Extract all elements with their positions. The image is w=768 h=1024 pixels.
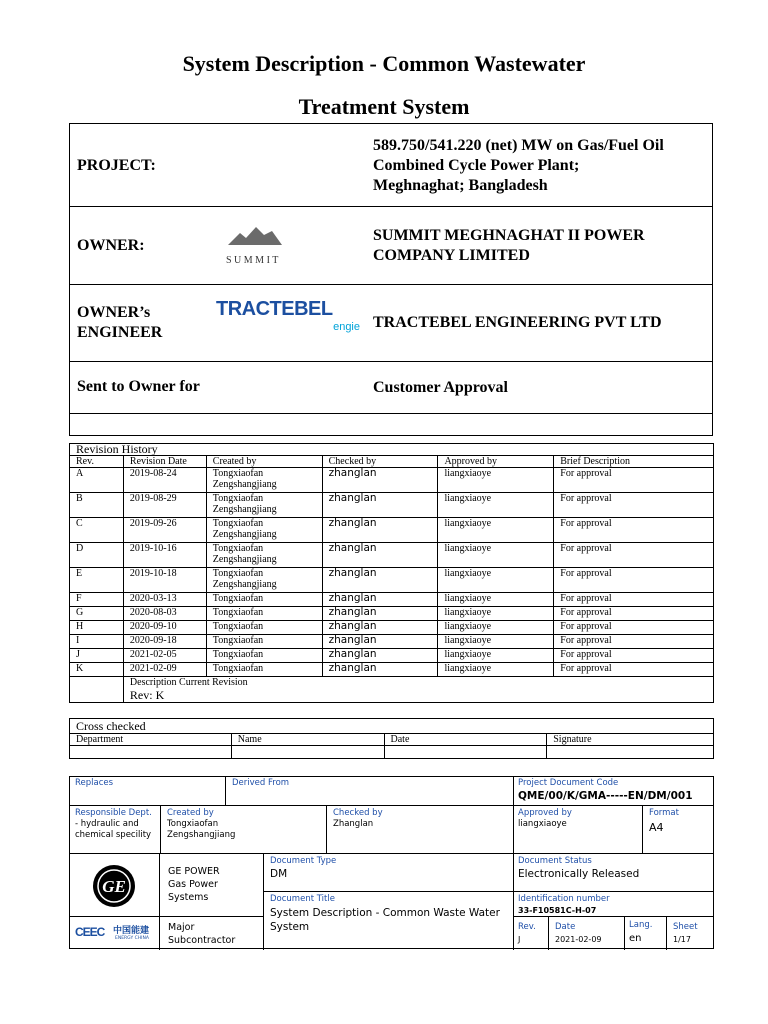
responsible-dept-label: Responsible Dept. — [75, 808, 152, 818]
current-revision-row — [70, 677, 714, 703]
revision-cell: zhanglan — [322, 468, 438, 493]
format-label: Format — [649, 808, 679, 818]
revision-creator: Tongxiaofan — [212, 468, 264, 479]
ceec-logo-cell — [69, 916, 159, 950]
summit-logo — [218, 219, 352, 267]
revision-cell: 2019-08-29 — [123, 493, 206, 518]
ceec-logo-icon: CEEC — [75, 925, 105, 939]
ceec-english-name: ENERGY CHINA — [115, 936, 149, 941]
document-status-cell — [513, 853, 714, 891]
project-code-label: Project Document Code — [518, 778, 619, 788]
revision-cell: For approval — [554, 493, 714, 518]
revision-cell: 2019-09-26 — [123, 518, 206, 543]
revision-cell — [206, 468, 322, 493]
created-by-line: Tongxiaofan — [167, 819, 219, 829]
revision-history-table — [69, 443, 714, 703]
approved-by-cell — [513, 805, 642, 853]
revision-header-cell: Rev. — [70, 456, 124, 468]
revision-cell: For approval — [554, 593, 714, 607]
revision-row — [70, 635, 714, 649]
revision-cell: 2020-09-10 — [123, 621, 206, 635]
subcontractor-label-line: Major — [168, 922, 195, 933]
document-status-value: Electronically Released — [518, 868, 640, 880]
approved-by-label: Approved by — [518, 808, 572, 818]
document-title-value — [270, 906, 500, 934]
revision-cell: For approval — [554, 468, 714, 493]
rev-cell — [513, 916, 548, 950]
date-label: Date — [555, 922, 576, 932]
revision-creator: Tongxiaofan — [212, 518, 264, 529]
project-code-value: QME/00/K/GMA-----EN/DM/001 — [518, 790, 693, 802]
revision-creator: Zengshangjiang — [212, 554, 277, 565]
revision-cell: J — [70, 649, 124, 663]
document-title-line-1: System Description - Common Wastewater — [182, 51, 586, 76]
date-cell — [548, 916, 624, 950]
project-value-line: 589.750/541.220 (net) MW on Gas/Fuel Oil — [373, 137, 664, 154]
engie-logo-text: engie — [333, 321, 360, 333]
revision-cell: F — [70, 593, 124, 607]
project-label: PROJECT: — [77, 157, 156, 174]
revision-creator: Tongxiaofan — [212, 493, 264, 504]
revision-header-cell: Created by — [206, 456, 322, 468]
revision-creator: Zengshangjiang — [212, 529, 277, 540]
revision-cell: liangxiaoye — [438, 543, 554, 568]
revision-cell: liangxiaoye — [438, 663, 554, 677]
derived-from-cell — [225, 776, 513, 805]
responsible-dept-line: chemical specility — [75, 830, 152, 840]
language-label: Lang. — [629, 920, 653, 930]
cross-header-cell: Name — [231, 734, 384, 746]
revision-creator: Tongxiaofan — [212, 607, 264, 618]
revision-cell — [206, 621, 322, 635]
derived-from-label: Derived From — [232, 778, 290, 788]
revision-header-row — [70, 456, 714, 468]
replaces-cell — [69, 776, 225, 805]
revision-title: Revision History — [70, 444, 714, 456]
revision-row — [70, 493, 714, 518]
revision-cell: For approval — [554, 518, 714, 543]
language-value: en — [629, 933, 642, 944]
format-cell — [642, 805, 714, 853]
revision-header-cell: Revision Date — [123, 456, 206, 468]
sent-value: Customer Approval — [373, 379, 508, 396]
project-code-cell — [513, 776, 714, 805]
revision-cell: liangxiaoye — [438, 593, 554, 607]
title-block — [69, 776, 714, 949]
ge-logo-cell — [69, 853, 159, 916]
engineer-value: TRACTEBEL ENGINEERING PVT LTD — [373, 314, 662, 331]
checked-by-value: Zhanglan — [333, 819, 374, 829]
revision-cell: zhanglan — [322, 593, 438, 607]
tractebel-logo-text: TRACTEBEL — [216, 298, 333, 320]
document-status-label: Document Status — [518, 856, 592, 866]
project-value — [373, 136, 664, 196]
revision-cell: K — [70, 663, 124, 677]
revision-cell: zhanglan — [322, 568, 438, 593]
subcontractor-cell — [159, 916, 263, 950]
rev-value: J — [518, 935, 521, 944]
created-by-line: Zengshangjiang — [167, 830, 236, 840]
approved-by-value: liangxiaoye — [518, 819, 567, 829]
revision-creator: Tongxiaofan — [212, 663, 264, 674]
cross-checked-title: Cross checked — [70, 719, 714, 734]
revision-cell: For approval — [554, 663, 714, 677]
ge-logo-text: GE — [102, 877, 126, 896]
revision-cell: zhanglan — [322, 649, 438, 663]
revision-cell: zhanglan — [322, 635, 438, 649]
current-revision-label: Description Current Revision — [129, 677, 248, 688]
project-value-line: Combined Cycle Power Plant; — [373, 157, 580, 174]
language-cell — [624, 916, 666, 950]
revision-cell: For approval — [554, 568, 714, 593]
document-title-line-2: Treatment System — [298, 94, 470, 119]
project-info-block — [69, 123, 713, 436]
revision-cell — [206, 593, 322, 607]
revision-cell — [206, 607, 322, 621]
document-title-value-line: System Description - Common Waste Water — [270, 907, 500, 919]
date-value: 2021-02-09 — [555, 935, 602, 944]
revision-cell: liangxiaoye — [438, 621, 554, 635]
project-value-line: Meghnaghat; Bangladesh — [373, 177, 548, 194]
revision-cell: zhanglan — [322, 621, 438, 635]
project-row — [70, 124, 712, 207]
document-title-value-line: System — [270, 921, 310, 933]
responsible-dept-line: - hydraulic and — [75, 819, 139, 829]
revision-row — [70, 518, 714, 543]
ceec-chinese-name: 中国能建 — [113, 926, 150, 936]
identification-label: Identification number — [518, 894, 610, 904]
summit-mountain-icon — [228, 227, 282, 245]
sheet-cell — [666, 916, 714, 950]
revision-cell: C — [70, 518, 124, 543]
revision-cell: zhanglan — [322, 663, 438, 677]
document-title-label: Document Title — [270, 894, 335, 904]
cross-checked-table — [69, 718, 714, 759]
revision-cell: A — [70, 468, 124, 493]
revision-cell: D — [70, 543, 124, 568]
revision-row — [70, 568, 714, 593]
responsible-dept-cell — [69, 805, 160, 853]
revision-cell: 2019-10-18 — [123, 568, 206, 593]
engineer-label-line: OWNER’s — [77, 304, 151, 321]
sent-row — [70, 362, 712, 414]
revision-creator: Tongxiaofan — [212, 621, 264, 632]
ge-name-line: GE POWER — [168, 866, 220, 877]
revision-cell — [206, 518, 322, 543]
owner-value-line: SUMMIT MEGHNAGHAT II POWER — [373, 227, 645, 244]
current-revision-value: Rev: K — [129, 688, 165, 702]
revision-cell: E — [70, 568, 124, 593]
revision-creator: Tongxiaofan — [212, 649, 264, 660]
revision-cell: For approval — [554, 621, 714, 635]
revision-cell: liangxiaoye — [438, 635, 554, 649]
identification-value: 33-F10581C-H-07 — [518, 906, 597, 915]
revision-cell — [206, 568, 322, 593]
created-by-label: Created by — [167, 808, 214, 818]
owner-value-line: COMPANY LIMITED — [373, 247, 530, 264]
tractebel-logo — [216, 298, 366, 333]
responsible-dept-value — [75, 819, 151, 841]
revision-cell: zhanglan — [322, 518, 438, 543]
document-type-value: DM — [270, 868, 288, 880]
document-type-label: Document Type — [270, 856, 337, 866]
checked-by-cell — [326, 805, 513, 853]
revision-cell: 2020-08-03 — [123, 607, 206, 621]
revision-cell: liangxiaoye — [438, 607, 554, 621]
revision-creator: Zengshangjiang — [212, 504, 277, 515]
created-by-value — [167, 819, 235, 841]
revision-cell: 2020-09-18 — [123, 635, 206, 649]
revision-cell: liangxiaoye — [438, 518, 554, 543]
revision-cell — [206, 635, 322, 649]
revision-cell: For approval — [554, 635, 714, 649]
document-type-cell — [263, 853, 513, 891]
revision-cell: liangxiaoye — [438, 568, 554, 593]
engineer-row — [70, 285, 712, 362]
owner-row — [70, 207, 712, 285]
owner-label: OWNER: — [77, 237, 145, 254]
revision-row — [70, 621, 714, 635]
document-title-cell — [263, 891, 513, 950]
revision-cell — [206, 493, 322, 518]
ge-name — [168, 865, 220, 904]
revision-creator: Zengshangjiang — [212, 479, 277, 490]
revision-cell: For approval — [554, 649, 714, 663]
revision-cell: zhanglan — [322, 543, 438, 568]
revision-creator: Zengshangjiang — [212, 579, 277, 590]
revision-row — [70, 649, 714, 663]
revision-cell: For approval — [554, 543, 714, 568]
sent-label: Sent to Owner for — [77, 378, 200, 395]
owner-value — [373, 226, 645, 266]
cross-header-cell: Department — [70, 734, 232, 746]
revision-row — [70, 663, 714, 677]
revision-cell — [206, 649, 322, 663]
subcontractor-label — [168, 921, 235, 947]
revision-cell: H — [70, 621, 124, 635]
revision-row — [70, 543, 714, 568]
revision-creator: Tongxiaofan — [212, 635, 264, 646]
engineer-label — [77, 303, 162, 343]
revision-creator: Tongxiaofan — [212, 568, 264, 579]
revision-cell: liangxiaoye — [438, 493, 554, 518]
subcontractor-label-line: Subcontractor — [168, 935, 236, 946]
cross-header-cell: Signature — [547, 734, 714, 746]
revision-cell: 2021-02-05 — [123, 649, 206, 663]
revision-cell — [206, 543, 322, 568]
revision-header-cell: Approved by — [438, 456, 554, 468]
revision-cell: zhanglan — [322, 493, 438, 518]
current-revision-cell — [123, 677, 713, 703]
revision-row — [70, 468, 714, 493]
replaces-label: Replaces — [75, 778, 114, 788]
revision-creator: Tongxiaofan — [212, 543, 264, 554]
revision-cell: For approval — [554, 607, 714, 621]
ge-name-line: Gas Power — [168, 879, 218, 890]
revision-cell: 2019-08-24 — [123, 468, 206, 493]
revision-cell: liangxiaoye — [438, 649, 554, 663]
format-value: A4 — [649, 821, 664, 834]
revision-cell: G — [70, 607, 124, 621]
revision-cell — [206, 663, 322, 677]
revision-row — [70, 593, 714, 607]
revision-cell: 2021-02-09 — [123, 663, 206, 677]
revision-cell: 2019-10-16 — [123, 543, 206, 568]
revision-cell: zhanglan — [322, 607, 438, 621]
rev-label: Rev. — [518, 922, 536, 932]
sheet-label: Sheet — [673, 922, 698, 932]
summit-logo-text: S U M M I T — [226, 255, 279, 266]
revision-header-cell: Checked by — [322, 456, 438, 468]
checked-by-label: Checked by — [333, 808, 383, 818]
cross-header-cell: Date — [384, 734, 547, 746]
ge-logo-icon — [92, 864, 136, 908]
revision-cell: I — [70, 635, 124, 649]
revision-cell: B — [70, 493, 124, 518]
revision-row — [70, 607, 714, 621]
revision-cell: 2020-03-13 — [123, 593, 206, 607]
engineer-label-line: ENGINEER — [77, 324, 163, 341]
ge-name-cell — [159, 853, 263, 916]
revision-creator: Tongxiaofan — [212, 593, 264, 604]
sheet-value: 1/17 — [673, 935, 691, 944]
ge-name-line: Systems — [168, 892, 209, 903]
created-by-cell — [160, 805, 326, 853]
revision-cell: liangxiaoye — [438, 468, 554, 493]
identification-cell — [513, 891, 714, 916]
revision-header-cell: Brief Description — [554, 456, 714, 468]
